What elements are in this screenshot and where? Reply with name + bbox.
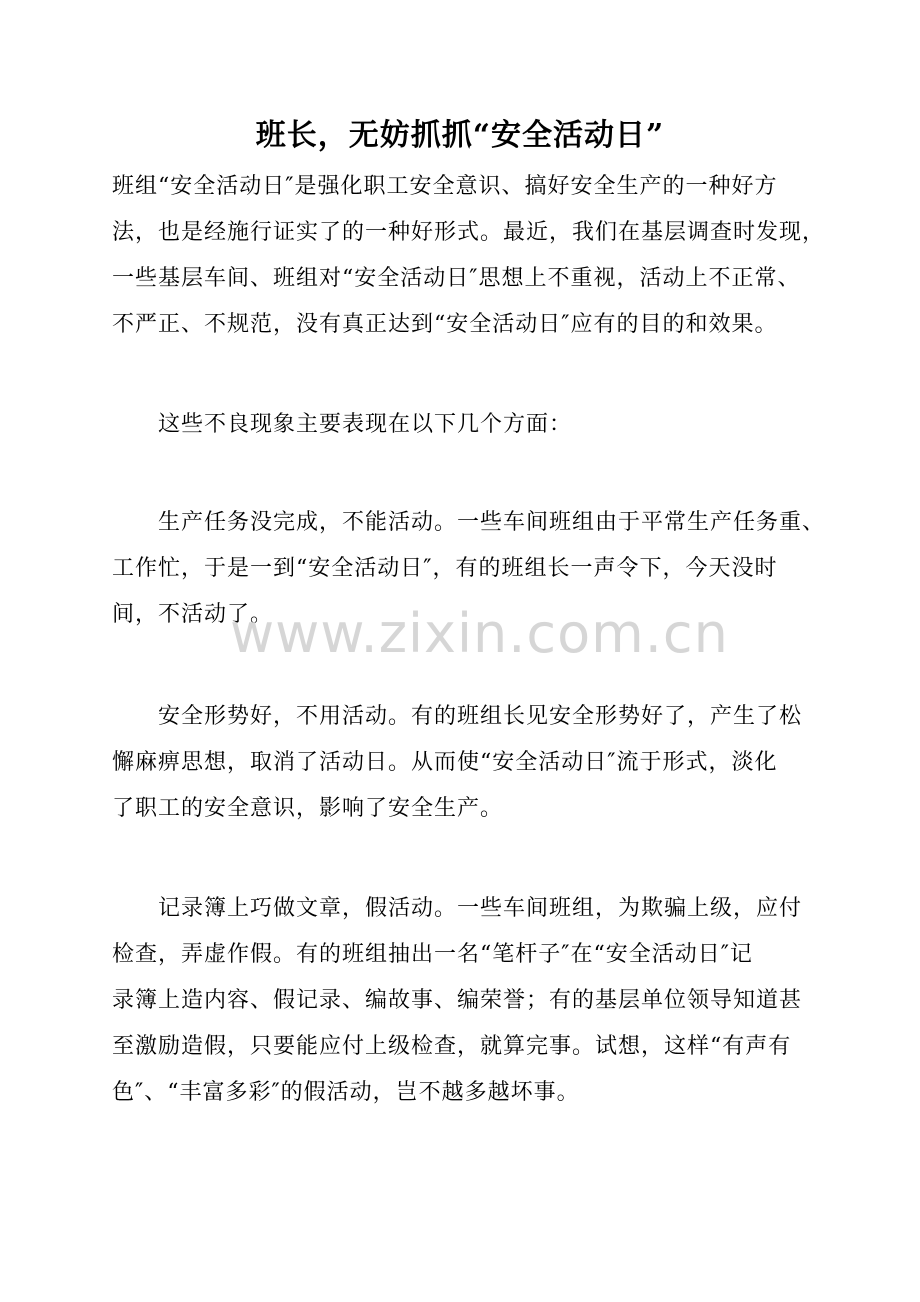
paragraph-5-line-1: 记录簿上巧做文章，假活动。一些车间班组，为欺骗上级，应付 bbox=[158, 896, 803, 921]
paragraph-3-line-1: 生产任务没完成，不能活动。一些车间班组由于平常生产任务重、 bbox=[158, 510, 826, 535]
paragraph-2-line-1: 这些不良现象主要表现在以下几个方面： bbox=[158, 412, 573, 437]
paragraph-3-line-3: 间，不活动了。 bbox=[112, 602, 274, 627]
document-title: 班长，无妨抓抓“安全活动日” bbox=[255, 118, 665, 153]
paragraph-4-line-1: 安全形势好，不用活动。有的班组长见安全形势好了，产生了松 bbox=[158, 704, 803, 729]
paragraph-1-line-4: 不严正、不规范，没有真正达到“安全活动日″应有的目的和效果。 bbox=[112, 312, 778, 337]
paragraph-4-line-2: 懈麻痹思想，取消了活动日。从而使“安全活动日″流于形式，淡化 bbox=[112, 750, 778, 775]
paragraph-1-line-1: 班组“安全活动日″是强化职工安全意识、搞好安全生产的一种好方 bbox=[112, 174, 778, 199]
paragraph-5-line-3: 录簿上造内容、假记录、编故事、编荣誉；有的基层单位领导知道甚 bbox=[112, 988, 803, 1013]
paragraph-5-line-5: 色″、“丰富多彩″的假活动，岂不越多越坏事。 bbox=[112, 1080, 580, 1105]
paragraph-4-line-3: 了职工的安全意识，影响了安全生产。 bbox=[112, 796, 504, 821]
paragraph-1-line-2: 法，也是经施行证实了的一种好形式。最近，我们在基层调查时发现， bbox=[112, 220, 826, 245]
paragraph-5-line-4: 至激励造假，只要能应付上级检查，就算完事。试想，这样“有声有 bbox=[112, 1034, 792, 1059]
paragraph-3-line-2: 工作忙，于是一到“安全活动日″，有的班组长一声令下，今天没时 bbox=[112, 556, 778, 581]
paragraph-5-line-2: 检查，弄虚作假。有的班组抽出一名“笔杆子″在“安全活动日″记 bbox=[112, 942, 753, 967]
watermark-text: www.zixin.com.cn bbox=[230, 602, 729, 665]
paragraph-1-line-3: 一些基层车间、班组对“安全活动日″思想上不重视，活动上不正常、 bbox=[112, 266, 801, 291]
